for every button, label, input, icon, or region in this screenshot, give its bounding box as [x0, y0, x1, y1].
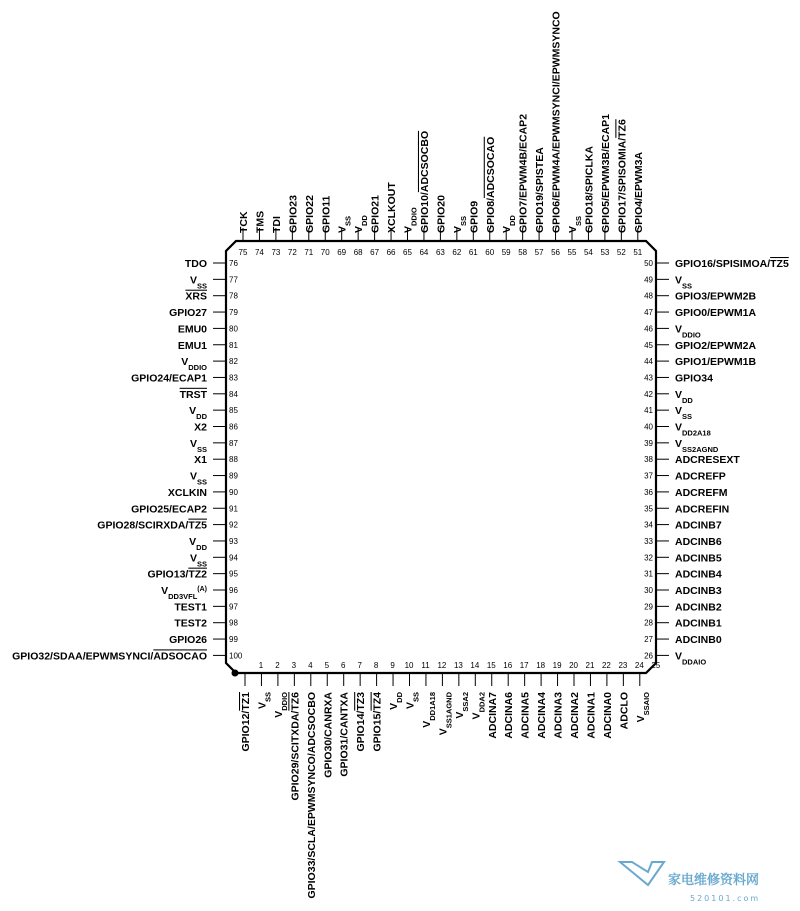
- pin-number: 96: [229, 586, 238, 595]
- pin-number: 59: [501, 248, 511, 257]
- pin-number: 67: [370, 248, 380, 257]
- pin-52: [616, 119, 628, 257]
- pin-number: 37: [644, 471, 653, 481]
- pin-number: 27: [644, 635, 653, 645]
- pin-number: 91: [229, 504, 238, 514]
- pin-number: 72: [287, 248, 297, 257]
- pin-100: [12, 650, 243, 662]
- pin-label: GPIO24/ECAP1: [131, 372, 207, 385]
- pin-label: ADCINB1: [675, 617, 722, 630]
- pin-label: GPIO15/TZ4: [371, 692, 384, 752]
- pin-label: $V_{SSA2}$: [453, 692, 470, 719]
- pin-label: ADCINA3: [552, 692, 565, 739]
- pin-number: 54: [583, 248, 593, 257]
- pin-label: ADCLO: [618, 692, 631, 730]
- pin-number: 16: [503, 661, 513, 670]
- pin-number: 41: [644, 406, 653, 416]
- pin-number: 9: [390, 661, 395, 670]
- pin-50: [644, 258, 789, 270]
- pin-number: 11: [421, 661, 430, 670]
- pin-number: 53: [600, 248, 610, 257]
- pin-label: TEST2: [174, 617, 207, 630]
- pin-number: 92: [229, 520, 238, 530]
- pin-number: 93: [229, 536, 238, 546]
- pin-number: 1: [258, 661, 264, 670]
- pin-number: 32: [644, 553, 653, 563]
- pin-number: 58: [518, 248, 528, 257]
- pin-label: GPIO20: [435, 195, 448, 233]
- pin-number: 88: [229, 455, 238, 465]
- pin-label: ADCINA0: [601, 692, 614, 739]
- pin-label: GPIO10/ADCSOCBO: [418, 130, 431, 233]
- pin-number: 14: [470, 661, 480, 670]
- pin-number: 18: [536, 661, 546, 670]
- pin-number: 12: [437, 661, 447, 670]
- pin-label: GPIO0/EPWM1A: [675, 307, 757, 320]
- pin-label: $V_{SSAIO}$: [634, 692, 651, 723]
- pin-number: 5: [324, 661, 330, 670]
- pin-95: [147, 569, 238, 581]
- pin-number: 71: [304, 248, 314, 257]
- pin-number: 86: [229, 422, 238, 432]
- pin-label: GPIO33/SCLA/EPWMSYNCO/ADCSOCBO: [305, 692, 318, 899]
- pin-number: 82: [229, 357, 238, 367]
- pin-number: 60: [485, 248, 495, 257]
- pin-number: 100: [229, 651, 243, 661]
- pin-number: 10: [404, 661, 414, 670]
- pin-label: GPIO27: [169, 307, 207, 320]
- pin-label: $V_{DD}$: [501, 215, 517, 233]
- pin-number: 69: [337, 248, 347, 257]
- pin-label: GPIO23: [287, 195, 300, 233]
- pin-label: $V_{DDA2}$: [470, 692, 486, 720]
- pin-label: $V_{SS}$: [451, 215, 468, 233]
- pin-label: GPIO11: [320, 195, 333, 233]
- pin-number: 34: [644, 520, 653, 530]
- pin-label: $V_{SS}$: [336, 215, 353, 233]
- pin-number: 66: [386, 248, 396, 257]
- pin-number: 31: [644, 569, 653, 579]
- pin-number: 7: [357, 661, 362, 670]
- pin-label: GPIO29/SCITXDA/TZ6: [289, 692, 302, 801]
- pin-label: ADCINA5: [519, 692, 532, 739]
- pin-number: 36: [644, 487, 653, 497]
- pin-number: 95: [229, 569, 238, 579]
- pin-label: TRST: [179, 388, 207, 401]
- pin-label: ADCINB5: [675, 552, 722, 565]
- pin-label: GPIO22: [303, 195, 316, 233]
- pin-number: 35: [644, 504, 653, 514]
- pin-number: 84: [229, 389, 238, 399]
- pin-label: GPIO9: [468, 200, 481, 233]
- pin-label: ADCRESEXT: [675, 454, 740, 467]
- watermark-url: 520101.com: [690, 894, 761, 903]
- pin-number: 89: [229, 471, 238, 481]
- pin-label: $V_{DDAIO}$: [675, 650, 707, 666]
- pin-38: [644, 454, 740, 466]
- pin-number: 4: [308, 661, 313, 670]
- pin-label: $V_{SS}$: [404, 692, 420, 710]
- pin-number: 85: [229, 406, 238, 416]
- pin-number: 29: [644, 602, 653, 612]
- pin-number: 97: [229, 602, 238, 612]
- pin-number: 79: [229, 308, 238, 318]
- pin-label: GPIO13/TZ2: [147, 568, 207, 581]
- pin-number: 25: [651, 661, 661, 670]
- pin-label: ADCINA7: [486, 692, 499, 739]
- pin-label: GPIO25/ECAP2: [131, 503, 207, 516]
- pin-number: 44: [644, 357, 653, 367]
- pin-number: 48: [644, 291, 653, 301]
- pin-number: 63: [435, 248, 445, 257]
- pin-label: $V_{SS}$: [189, 552, 207, 568]
- pin-label: GPIO4/EPWM3A: [632, 151, 645, 233]
- watermark-text: 家电维修资料网: [668, 873, 760, 888]
- pin-number: 6: [341, 661, 346, 670]
- pin-label: $V_{SS2AGND}$: [675, 437, 719, 454]
- pin-number: 42: [644, 389, 653, 399]
- pin-label: GPIO16/SPISIMOA/TZ5: [675, 258, 789, 270]
- pin-label: TDI: [270, 216, 283, 233]
- pin-label: TCK: [238, 211, 250, 233]
- pin-label: $V_{DDIO}$: [181, 356, 207, 372]
- pin-label: $V_{SS}$: [675, 274, 693, 290]
- pin-number: 33: [644, 536, 653, 546]
- pin-number: 64: [419, 248, 429, 257]
- pin-number: 99: [229, 635, 238, 645]
- pin-label: GPIO17/SPISOMIA/TZ6: [616, 119, 629, 233]
- pin-45: [644, 340, 756, 352]
- pin-label: $V_{SS}$: [567, 215, 583, 233]
- pin-92: [97, 520, 238, 532]
- pin-83: [131, 372, 238, 384]
- pin-48: [644, 291, 756, 303]
- pin-number: 87: [229, 438, 238, 448]
- pin-label: $V_{DD1A18}$: [420, 692, 437, 728]
- pin-label: ADCINB3: [675, 585, 722, 597]
- pin-label: $V_{SS1AGND}$: [437, 692, 453, 736]
- pin-number: 90: [229, 487, 238, 497]
- pin-label: GPIO28/SCIRXDA/TZ5: [97, 519, 207, 532]
- pin-label: GPIO18/SPICLKA: [583, 146, 596, 233]
- pin-label: GPIO7/EPWM4B/ECAP2: [517, 113, 530, 233]
- pin-44: [644, 356, 756, 368]
- pin-label: $V_{DD}$: [189, 405, 207, 421]
- pin-label: $V_{DD}$: [675, 388, 693, 405]
- pin-number: 17: [519, 661, 529, 670]
- pin-label: $V_{SS}$: [675, 405, 693, 421]
- pin-number: 49: [644, 275, 653, 285]
- pin1-marker: [232, 670, 239, 677]
- pin-53: [600, 114, 612, 257]
- pin-label: GPIO31/CANTXA: [338, 692, 351, 777]
- pin-number: 77: [229, 275, 238, 285]
- pin-label: ADCINA4: [536, 692, 549, 739]
- pin-label: EMU1: [177, 339, 207, 352]
- pin-number: 23: [618, 661, 628, 670]
- pin-number: 2: [275, 661, 280, 670]
- pin-label: ADCINA6: [503, 692, 516, 739]
- pin-label: $V_{SS}$: [256, 692, 272, 710]
- pin-label: $V_{DDIO}$: [402, 207, 418, 233]
- watermark-logo-icon: [620, 862, 664, 885]
- pin-label: GPIO8/ADCSOCAO: [484, 136, 497, 233]
- pin-label: XRS: [185, 290, 207, 303]
- pin-47: [644, 307, 756, 319]
- pin-label: $V_{SS}$: [189, 437, 207, 454]
- pin-number: 78: [229, 291, 238, 301]
- pin-number: 45: [644, 340, 653, 350]
- pin-number: 21: [585, 661, 595, 670]
- pin-number: 94: [229, 553, 238, 563]
- pin-label: $V_{DDIO}$: [675, 323, 701, 339]
- pin-number: 50: [644, 259, 653, 268]
- pin-label: ADCINB7: [675, 519, 722, 532]
- pin-number: 47: [644, 308, 653, 318]
- pin-number: 65: [403, 248, 412, 257]
- pin-label: GPIO5/EPWM3B/ECAP1: [599, 113, 612, 233]
- pin-number: 20: [569, 661, 579, 670]
- pin-label: TDO: [184, 258, 207, 270]
- pin-label: GPIO12/TZ1: [240, 692, 252, 752]
- pin-number: 81: [229, 340, 238, 350]
- pin-number: 22: [601, 661, 611, 670]
- pin-number: 73: [271, 248, 281, 257]
- pin-number: 83: [229, 373, 238, 383]
- pin-number: 56: [551, 248, 561, 257]
- pin-number: 98: [229, 618, 238, 628]
- pin-label: GPIO26: [169, 634, 207, 647]
- pin-label: GPIO30/CANRXA: [322, 692, 335, 778]
- pin-label: GPIO32/SDAA/EPWMSYNCI/ADSOCAO: [12, 650, 207, 663]
- pin-label: ADCINB4: [675, 568, 722, 581]
- pin-label: GPIO14/TZ3: [355, 692, 368, 752]
- pin-number: 52: [616, 248, 626, 257]
- pin-label: ADCINB2: [675, 601, 722, 614]
- pin-number: 40: [644, 422, 653, 432]
- pin-label: ADCREFP: [675, 470, 726, 483]
- pin-label: X1: [194, 454, 207, 467]
- pin-label: $V_{SS}$: [189, 470, 207, 487]
- pin-label: ADCINA2: [569, 692, 581, 739]
- pin-label: $V_{DD3VFL}^{(A)}$: [161, 585, 207, 601]
- pin-label: ADCINA1: [585, 692, 598, 739]
- pin-number: 61: [468, 248, 478, 257]
- pin-91: [131, 503, 238, 515]
- pin-number: 46: [644, 324, 653, 334]
- pin-label: ADCINB6: [675, 535, 722, 548]
- pin-label: GPIO3/EPWM2B: [675, 290, 757, 303]
- pin-number: 38: [644, 455, 653, 465]
- pin-number: 70: [320, 248, 330, 257]
- pin-label: ADCREFIN: [675, 503, 730, 516]
- pin-label: ADCINB0: [675, 634, 722, 647]
- pin-number: 57: [534, 248, 544, 257]
- pin-number: 68: [353, 248, 363, 257]
- watermark: [620, 862, 760, 903]
- pin-number: 51: [633, 248, 643, 257]
- pin-label: X2: [194, 421, 207, 434]
- pin-label: $V_{SS}$: [189, 274, 207, 290]
- pin-number: 55: [567, 248, 577, 257]
- pin-label: GPIO6/EPWM4A/EPWMSYNCI/EPWMSYNCO: [550, 11, 563, 233]
- pin-label: XCLKIN: [167, 486, 207, 499]
- pin-number: 76: [229, 259, 238, 268]
- pin-label: $V_{DD}$: [189, 535, 207, 552]
- pin-label: GPIO2/EPWM2A: [675, 339, 757, 352]
- pin-56: [551, 11, 563, 257]
- pin-label: GPIO19/SPISTEA: [534, 147, 547, 233]
- pin-label: EMU0: [177, 323, 207, 336]
- pin-label: GPIO21: [369, 195, 382, 233]
- pin-label: $V_{DD}$: [353, 215, 369, 233]
- pin-number: 75: [238, 248, 248, 257]
- pin-64: [419, 131, 431, 257]
- pin-number: 8: [373, 661, 379, 670]
- pin-label: $V_{DD2A18}$: [675, 421, 711, 437]
- pin-number: 24: [634, 661, 644, 670]
- pin-number: 3: [291, 661, 297, 670]
- pin-number: 30: [644, 586, 653, 595]
- pin-number: 28: [644, 618, 653, 628]
- pin-number: 19: [552, 661, 562, 670]
- pin-number: 26: [644, 651, 653, 661]
- pin-label: TEST1: [174, 601, 207, 614]
- pin-label: GPIO34: [675, 372, 713, 385]
- pin-number: 13: [453, 661, 463, 670]
- pin-label: XCLKOUT: [386, 182, 399, 233]
- pin-label: GPIO1/EPWM1B: [675, 356, 757, 369]
- pin-number: 80: [229, 324, 238, 334]
- pin-number: 43: [644, 373, 653, 383]
- pin-number: 39: [644, 438, 653, 448]
- pin-number: 15: [486, 661, 496, 670]
- pin-number: 74: [254, 248, 264, 257]
- chip-body: [226, 241, 656, 673]
- pin-number: 62: [452, 248, 462, 257]
- pin-60: [485, 137, 497, 257]
- pin-label: $V_{DD}$: [388, 692, 404, 710]
- pin-58: [518, 114, 530, 257]
- pin-label: $V_{DDIO}$: [272, 692, 289, 718]
- pin-label: TMS: [254, 210, 267, 233]
- pin-label: ADCREFM: [675, 486, 728, 499]
